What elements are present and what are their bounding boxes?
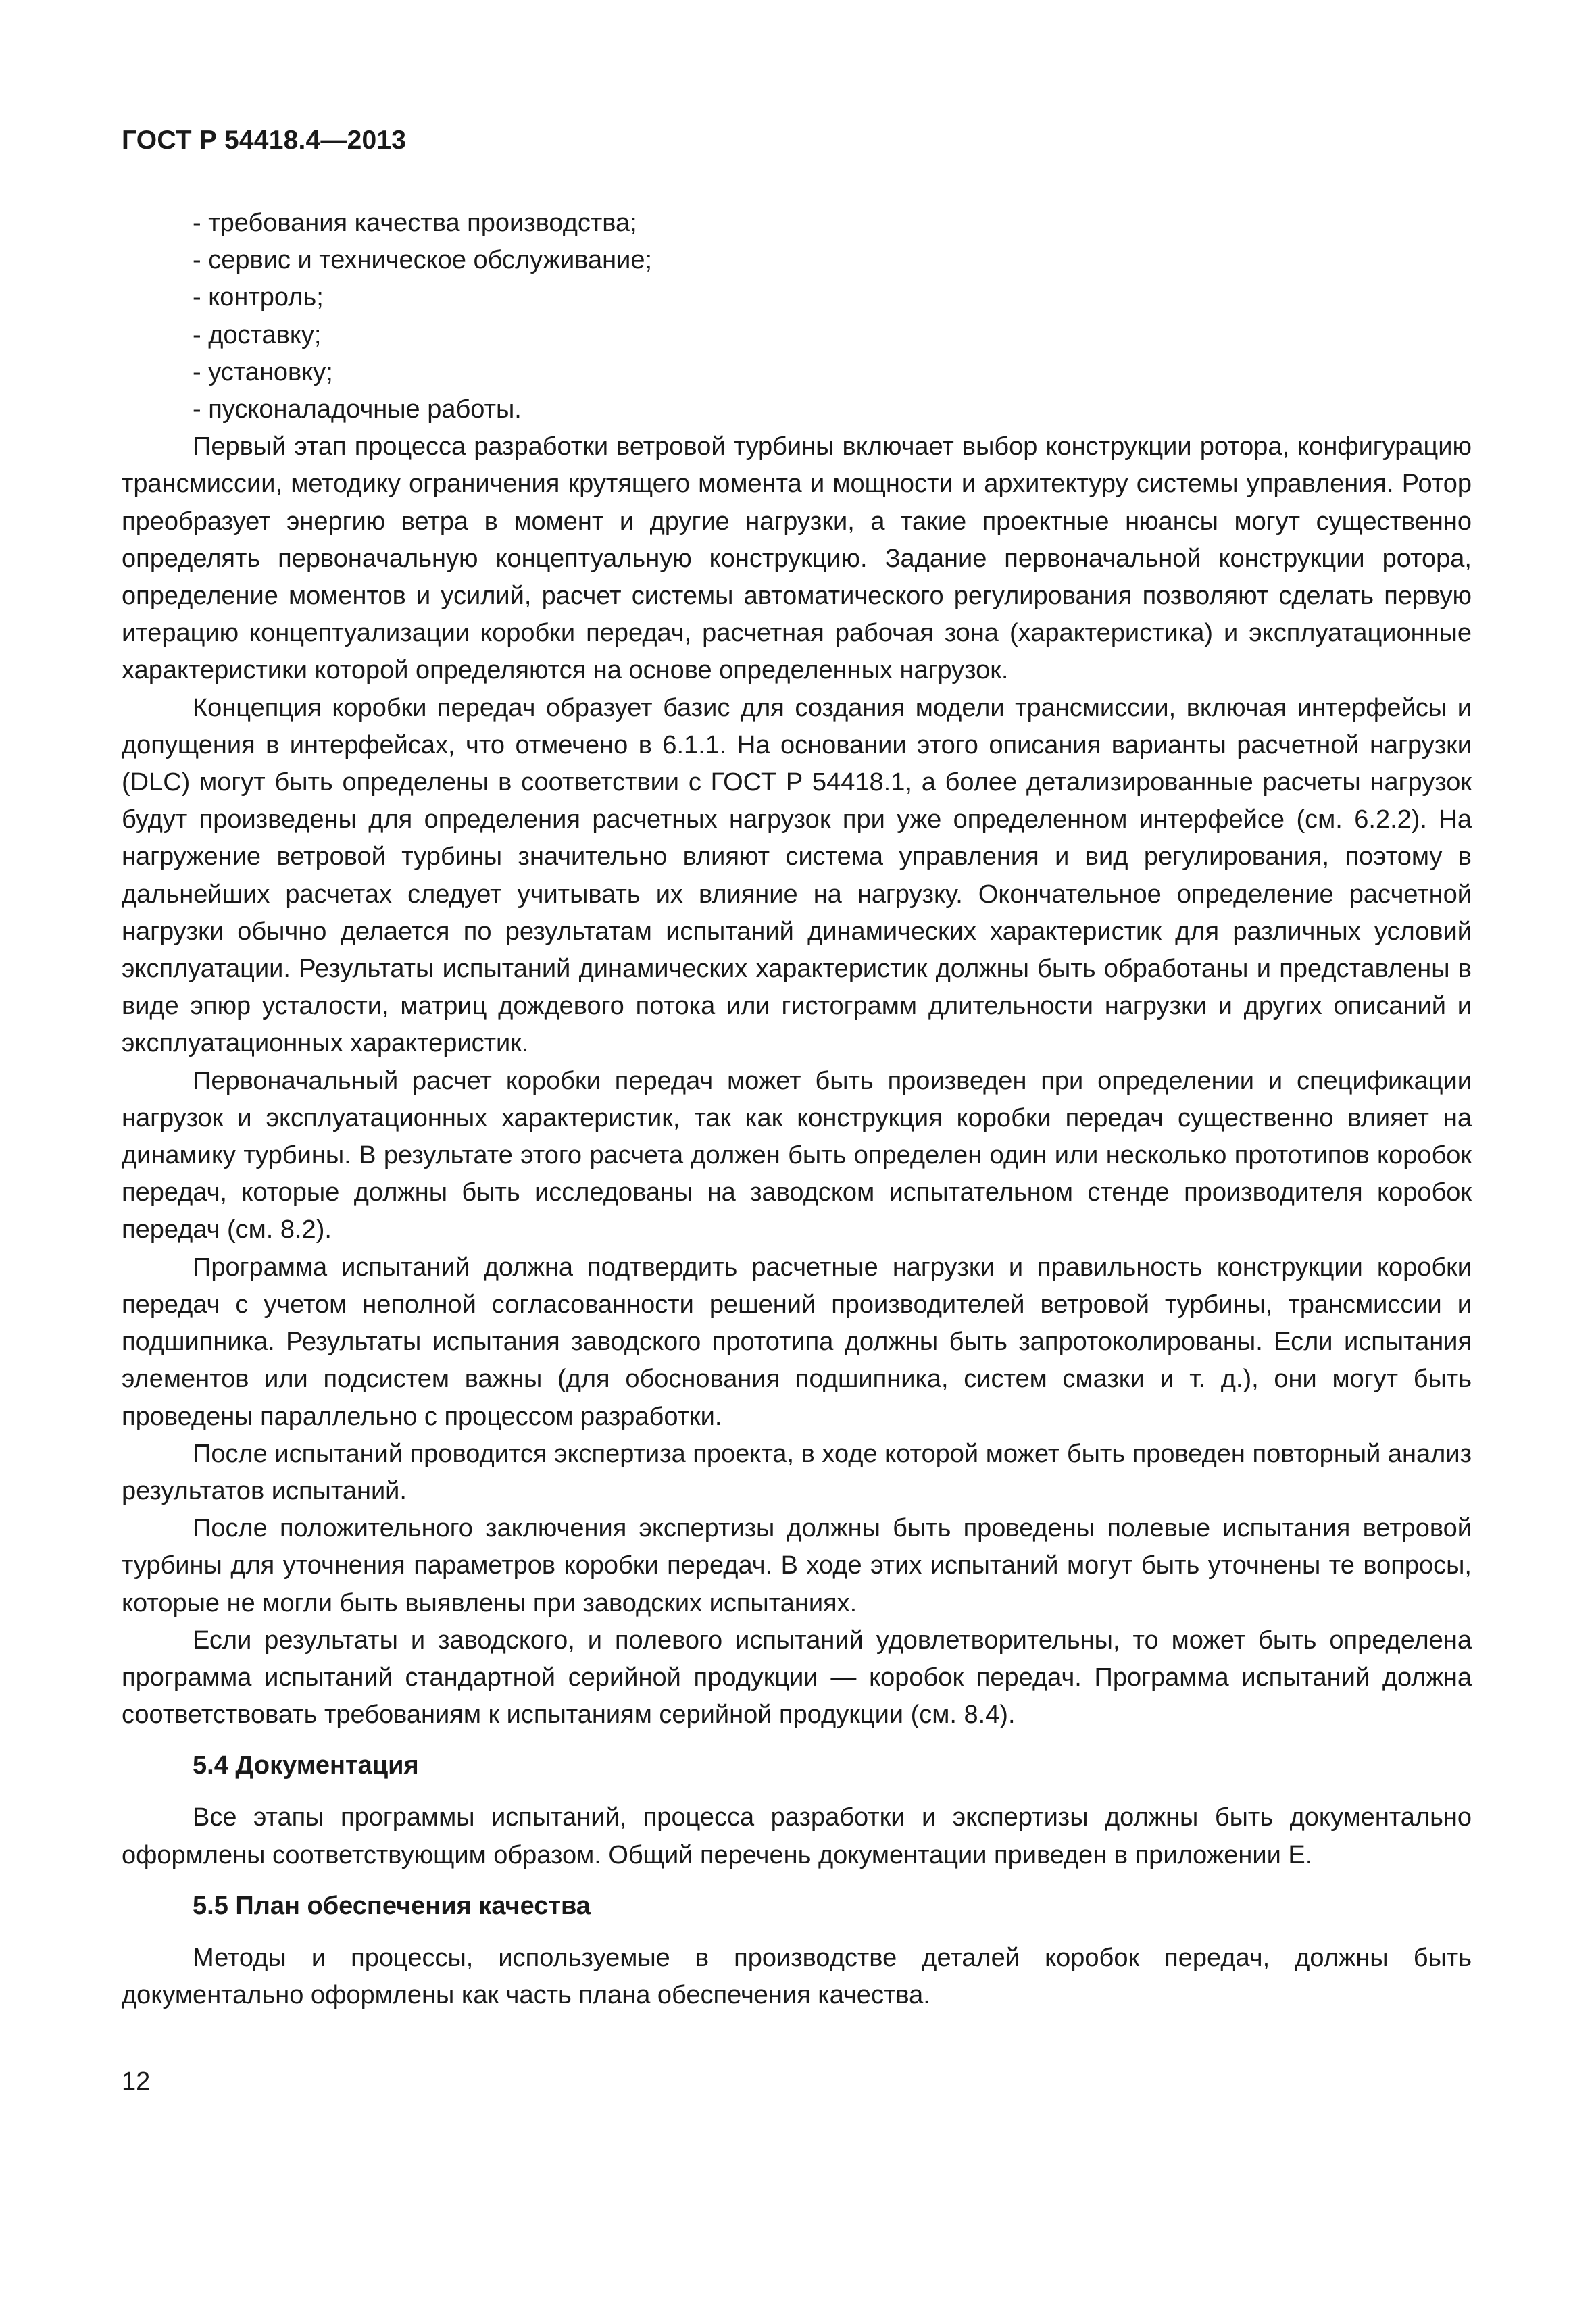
section-title-quality-plan: 5.5 План обеспечения качества <box>193 1891 591 1920</box>
paragraph: Программа испытаний должна подтвердить расчетные нагрузки и правильность конструкции коробки передач с учетом неполной согласованности решений производителей ветровой турбины, трансмиссии и подшипника. Результаты испытания заводского прототипа должны быть запротоколированы. Если испытания элементов или подсистем важны (для обоснования подшипника, систем смазки и т. д.), они могут быть проведены параллельно с процессом разработки. <box>122 1253 1472 1431</box>
section-title-documentation: 5.4 Документация <box>193 1751 419 1780</box>
document-body <box>122 205 1472 2014</box>
section-paragraph: Методы и процессы, используемые в производстве деталей коробок передач, должны быть документально оформлены как часть плана обеспечения качества. <box>122 1943 1472 2009</box>
paragraph: Если результаты и заводского, и полевого испытаний удовлетворительны, то может быть определена программа испытаний стандартной серийной продукции — коробок передач. Программа испытаний должна соответствовать требованиям к испытаниям серийной продукции (см. 8.4). <box>122 1626 1472 1730</box>
list-item: - сервис и техническое обслуживание; <box>193 246 653 275</box>
list-item: - доставку; <box>193 320 322 349</box>
page-number: 12 <box>122 2067 151 2096</box>
standard-header: ГОСТ Р 54418.4—2013 <box>122 126 407 155</box>
paragraph: Первоначальный расчет коробки передач может быть произведен при определении и спецификации нагрузок и эксплуатационных характеристик, так как конструкция коробки передач существенно влияет на динамику турбины. В результате этого расчета должен быть определен один или несколько прототипов коробок передач, которые должны быть исследованы на заводском испытательном стенде производителя коробок передач (см. 8.2). <box>122 1066 1472 1244</box>
list-item: - установку; <box>193 357 333 386</box>
section-paragraph: Все этапы программы испытаний, процесса разработки и экспертизы должны быть документально оформлены соответствующим образом. Общий перечень документации приведен в приложении Е. <box>122 1803 1472 1869</box>
paragraph: Первый этап процесса разработки ветровой турбины включает выбор конструкции ротора, конфигурацию трансмиссии, методику ограничения крутящего момента и мощности и архитектуру системы управления. Ротор преобразует энергию ветра в момент и другие нагрузки, а такие проектные нюансы могут существенно определять первоначальную концептуальную конструкцию. Задание первоначальной конструкции ротора, определение моментов и усилий, расчет системы автоматического регулирования позволяют сделать первую итерацию концептуализации коробки передач, расчетная рабочая зона (характеристика) и эксплуатационные характеристики которой определяются на основе определенных нагрузок. <box>122 432 1472 685</box>
list-item: - пусконаладочные работы. <box>193 395 522 424</box>
paragraph: После испытаний проводится экспертиза проекта, в ходе которой может быть проведен повторный анализ результатов испытаний. <box>122 1439 1472 1505</box>
paragraph: После положительного заключения экспертизы должны быть проведены полевые испытания ветровой турбины для уточнения параметров коробки передач. В ходе этих испытаний могут быть уточнены те вопросы, которые не могли быть выявлены при заводских испытаниях. <box>122 1514 1472 1617</box>
list-item: - контроль; <box>193 283 324 312</box>
list-item: - требования качества производства; <box>193 209 637 237</box>
paragraph: Концепция коробки передач образует базис для создания модели трансмиссии, включая интерфейсы и допущения в интерфейсах, что отмечено в 6.1.1. На основании этого описания варианты расчетной нагрузки (DLC) могут быть определены в соответствии с ГОСТ Р 54418.1, а более детализированные расчеты нагрузок будут произведены для определения расчетных нагрузок при уже определенном интерфейсе (см. 6.2.2). На нагружение ветровой турбины значительно влияют система управления и вид регулирования, поэтому в дальнейших расчетах следует учитывать их влияние на нагрузку. Окончательное определение расчетной нагрузки обычно делается по результатам испытаний динамических характеристик для различных условий эксплуатации. Результаты испытаний динамических характеристик должны быть обработаны и представлены в виде эпюр усталости, матриц дождевого потока или гистограмм длительности нагрузки и других описаний и эксплуатационных характеристик. <box>122 693 1472 1058</box>
